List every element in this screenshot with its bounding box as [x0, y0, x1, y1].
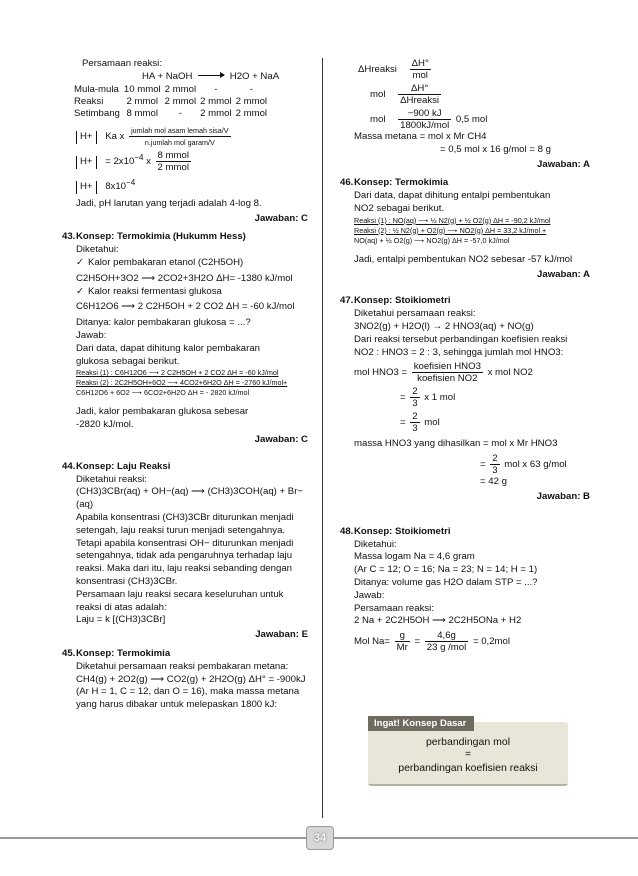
q47-formula-2: = $\frac{2}{3}$ x 1 mol: [400, 386, 456, 410]
reaction-table-cell: 10 mmol: [123, 83, 161, 95]
q47-formula-1: mol HNO3 = $\frac{\text{koefisien HNO3}}{\text{koefisien NO2}}$ x mol NO2: [354, 361, 533, 385]
text-line: CH4(g) + 2O2(g) ⟶ CO2(g) + 2H2O(g) ΔH° = -900kJ: [76, 673, 306, 685]
reaction-table-cell: 2 mmol: [235, 108, 268, 120]
q44-reaction: (CH3)3CBr(aq) + OH−(aq) ⟶ (CH3)3COH(aq) + Br−(aq): [76, 486, 303, 511]
q44-diketahui: Diketahui reaksi:: [76, 473, 147, 485]
q45-title: 45.Konsep: Termokimia: [62, 647, 171, 659]
text-line: 2 Na + 2C2H5OH ⟶ 2C2H5ONa + H2: [354, 615, 522, 627]
arrow-icon: [198, 75, 224, 76]
text-line: Apabila konsentrasi (CH3)3CBr diturunkan menjadi: [76, 511, 294, 523]
q48-title: 48.Konsep: Stoikiometri: [340, 525, 451, 537]
q43-reaction-2: C6H12O6 ⟶ 2 C2H5OH + 2 CO2 ΔH = -60 kJ/mol: [76, 301, 295, 313]
mol-formula: mol $\frac{\Delta H^\circ}{\text{ΔHreaksi}}$: [370, 83, 440, 106]
reaction-table-cell: -: [178, 108, 182, 120]
q46-rx-3: NO(aq) + ½ O2(g) ⟶ NO2(g) ΔH = -57,0 kJ/mol: [354, 235, 510, 245]
q46-jadi: Jadi, entalpi pembentukan NO2 sebesar -57 kJ/mol: [354, 253, 573, 265]
jawaban-42: Jawaban: C: [254, 212, 308, 224]
reaction-table: [74, 84, 271, 121]
massa-metana-1: Massa metana = mol x Mr CH4: [354, 131, 487, 142]
ingat-top-text: perbandingan mol: [425, 736, 511, 748]
q47-formula-3: = $\frac{2}{3}$ mol: [400, 411, 440, 435]
text-line: Massa logam Na = 4,6 gram: [354, 551, 475, 563]
q44-jawaban: Jawaban: E: [255, 629, 308, 641]
q47-line-2: 3NO2(g) + H2O(l) → 2 HNO3(aq) + NO(g): [354, 320, 534, 332]
text-line: konsentrasi (CH3)3CBr.: [76, 575, 178, 587]
reaction-table-cell: Mula-mula: [74, 83, 119, 95]
q47-line-3: Dari reaksi tersebut perbandingan koefisien reaksi: [354, 333, 568, 345]
q43-check-2: ✓ Kalor reaksi fermentasi glukosa: [62, 286, 308, 299]
reaction-table-row: [74, 108, 271, 120]
h-formula-1: H+ Ka x $\frac{\text{jumlah mol asam lemah sisa/V}}{\text{n.jumlah mol garam/V}}$: [62, 125, 308, 148]
page-number: 34: [306, 826, 334, 850]
q48-body: [340, 539, 590, 629]
text-line: Ditanya: volume gas H2O dalam STP = ...?: [354, 576, 538, 588]
jawaban-45: Jawaban: A: [537, 158, 590, 170]
q43-dari-2: glukosa sebagai berikut.: [76, 355, 180, 367]
reaction-table-cell: 2 mmol: [164, 83, 197, 95]
ingat-bottom-text: perbandingan koefisien reaksi: [398, 762, 538, 774]
ingat-equals: =: [465, 749, 471, 760]
text-line: setengah, laju reaksi turun menjadi setengahnya.: [76, 524, 286, 536]
q47-formula-5: = 42 g: [480, 476, 507, 488]
text-line: (Ar H = 1, C = 12, dan O = 16), maka massa metana: [76, 686, 300, 698]
q43-check-1: ✓ Kalor pembakaran etanol (C2H5OH): [62, 257, 308, 270]
text-line: Persamaan laju reaksi secara keseluruhan untuk: [76, 588, 284, 600]
q47-line-1: Diketahui persamaan reaksi:: [354, 308, 476, 320]
q44-title: 44.Konsep: Laju Reaksi: [62, 460, 171, 472]
reaction-table-cell: Reaksi: [74, 96, 104, 107]
text-line: Persamaan reaksi:: [354, 602, 434, 614]
q43-dari-1: Dari data, dapat dihitung kalor pembakaran: [76, 342, 260, 354]
q47-jawaban: Jawaban: B: [536, 490, 590, 502]
q43-rx-3: C6H12O6 + 6O2 ⟶ 6CO2+6H2O ΔH = - 2820 kJ/mol: [76, 388, 250, 398]
reaction-table-cell: 2 mmol: [235, 96, 268, 107]
persamaan-label: Persamaan reaksi:: [82, 58, 162, 69]
reaction-table-cell: -: [249, 83, 253, 95]
text-line: (Ar C = 12; O = 16; Na = 23; N = 14; H = 1): [354, 564, 538, 576]
reaction-table-cell: 2 mmol: [164, 96, 197, 107]
text-line: Diketahui:: [354, 538, 397, 550]
q43-jawaban: Jawaban: C: [254, 433, 308, 445]
q47-formula-4: = $\frac{2}{3}$ mol x 63 g/mol: [480, 453, 567, 477]
q46-line-2: NO2 sebagai berikut.: [354, 202, 445, 214]
reaction-table-cell: 8 mmol: [126, 108, 158, 120]
q43-rx-2: Reaksi (2) : 2C2H5OH+6O2 ⟶ 4CO2+6H2O ΔH = -2760 kJ/mol+: [76, 378, 288, 388]
q43-diketahui: Diketahui:: [76, 244, 119, 256]
text-line: Laju = k [(CH3)3CBr]: [76, 614, 166, 626]
massa-metana-2: = 0,5 mol x 16 g/mol = 8 g: [440, 143, 551, 155]
reaction-table-cell: 2 mmol: [200, 108, 232, 120]
q43-title: 43.Konsep: Termokimia (Hukumm Hess): [62, 231, 246, 243]
q47-title: 47.Konsep: Stoikiometri: [340, 295, 451, 307]
ingat-konsep-box: [368, 718, 568, 786]
q43-jawab: Jawab:: [76, 329, 107, 341]
q46-title: 46.Konsep: Termokimia: [340, 177, 449, 189]
ingat-tag: Ingat! Konsep Dasar: [368, 716, 474, 731]
reaction-table-cell: -: [214, 83, 218, 95]
mol-value-formula: mol $\frac{-900 kJ}{\text{1800kJ/mol}}$ 0,5 mol: [370, 108, 488, 131]
reaction-table-cell: Setimbang: [74, 108, 120, 120]
q46-line-1: Dari data, dapat dihitung entalpi pembentukan: [354, 190, 551, 202]
text-line: Tetapi apabila konsentrasi OH− diturunkan menjadi: [76, 537, 294, 549]
h-formula-2: $H+ = 2x10^{-4}$ x $\frac{\text{8 mmol}}{\text{2 mmol}}$: [62, 150, 308, 173]
text-line: setengahnya, tidak ada pengaruhnya terhadap laju: [76, 550, 293, 562]
q47-line-4: NO2 : HNO3 = 2 : 3, sehingga jumlah mol HNO3:: [354, 346, 564, 358]
q43-ditanya: Ditanya: kalor pembakaran glukosa = ...?: [76, 317, 251, 329]
jadi-42: Jadi, pH larutan yang terjadi adalah 4-log 8.: [76, 197, 262, 209]
q46-rx-1: Reaksi (1) : NO(aq) ⟶ ½ N2(g) + ½ O2(g) ΔH = -90,2 kJ/mol: [354, 215, 551, 225]
h-formula-3: $H+ 8x10^{-4}$: [62, 177, 308, 194]
right-column: [340, 58, 590, 653]
q48-mol-formula: Mol Na= $\frac{g}{Mr}$ = $\frac{4,6g}{\text{23 g /mol}}$ = 0,2mol: [354, 630, 511, 654]
reaction-table-row: [74, 84, 271, 96]
text-line: reaksi. Maka dari itu, laju reaksi sebanding dengan: [76, 563, 292, 575]
text-line: Diketahui persamaan reaksi pembakaran metana:: [76, 660, 289, 672]
q43-reaction-1: C2H5OH+3O2 ⟶ 2CO2+3H2O ΔH= -1380 kJ/mol: [76, 272, 293, 284]
reaksi-line: HA + NaOH H2O + NaA: [142, 70, 280, 82]
q43-jadi-2: -2820 kJ/mol.: [76, 419, 134, 431]
text-line: yang harus dibakar untuk melepaskan 1800 kJ:: [76, 699, 278, 711]
q46-jawaban: Jawaban: A: [537, 268, 590, 280]
text-line: Jawab:: [354, 589, 385, 601]
q43-jadi-1: Jadi, kalor pembakaran glukosa sebesar: [76, 406, 249, 418]
column-divider: [322, 58, 323, 818]
q47-massa-label: massa HNO3 yang dihasilkan = mol x Mr HNO3: [354, 438, 558, 450]
text-line: reaksi di atas adalah:: [76, 601, 167, 613]
q46-rx-2: Reaksi (2) : ½ N2(g) + O2(g) ⟶ NO2(g) ΔH = 33,2 kJ/mol +: [354, 225, 547, 235]
left-column: [62, 58, 308, 712]
q43-rx-1: Reaksi (1) : C6H12O6 ⟶ 2 C2H5OH + 2 CO2 ΔH = -60 kJ/mol: [76, 368, 279, 378]
reaction-table-cell: 2 mmol: [200, 96, 232, 107]
reaction-table-row: [74, 96, 271, 108]
dh-reaksi-formula: ΔHreaksi $\frac{\Delta H^\circ}{\text{mol}}$: [358, 58, 429, 81]
reaction-table-cell: 2 mmol: [126, 96, 158, 107]
q44-body: [62, 512, 308, 627]
q45-body: [62, 661, 308, 712]
